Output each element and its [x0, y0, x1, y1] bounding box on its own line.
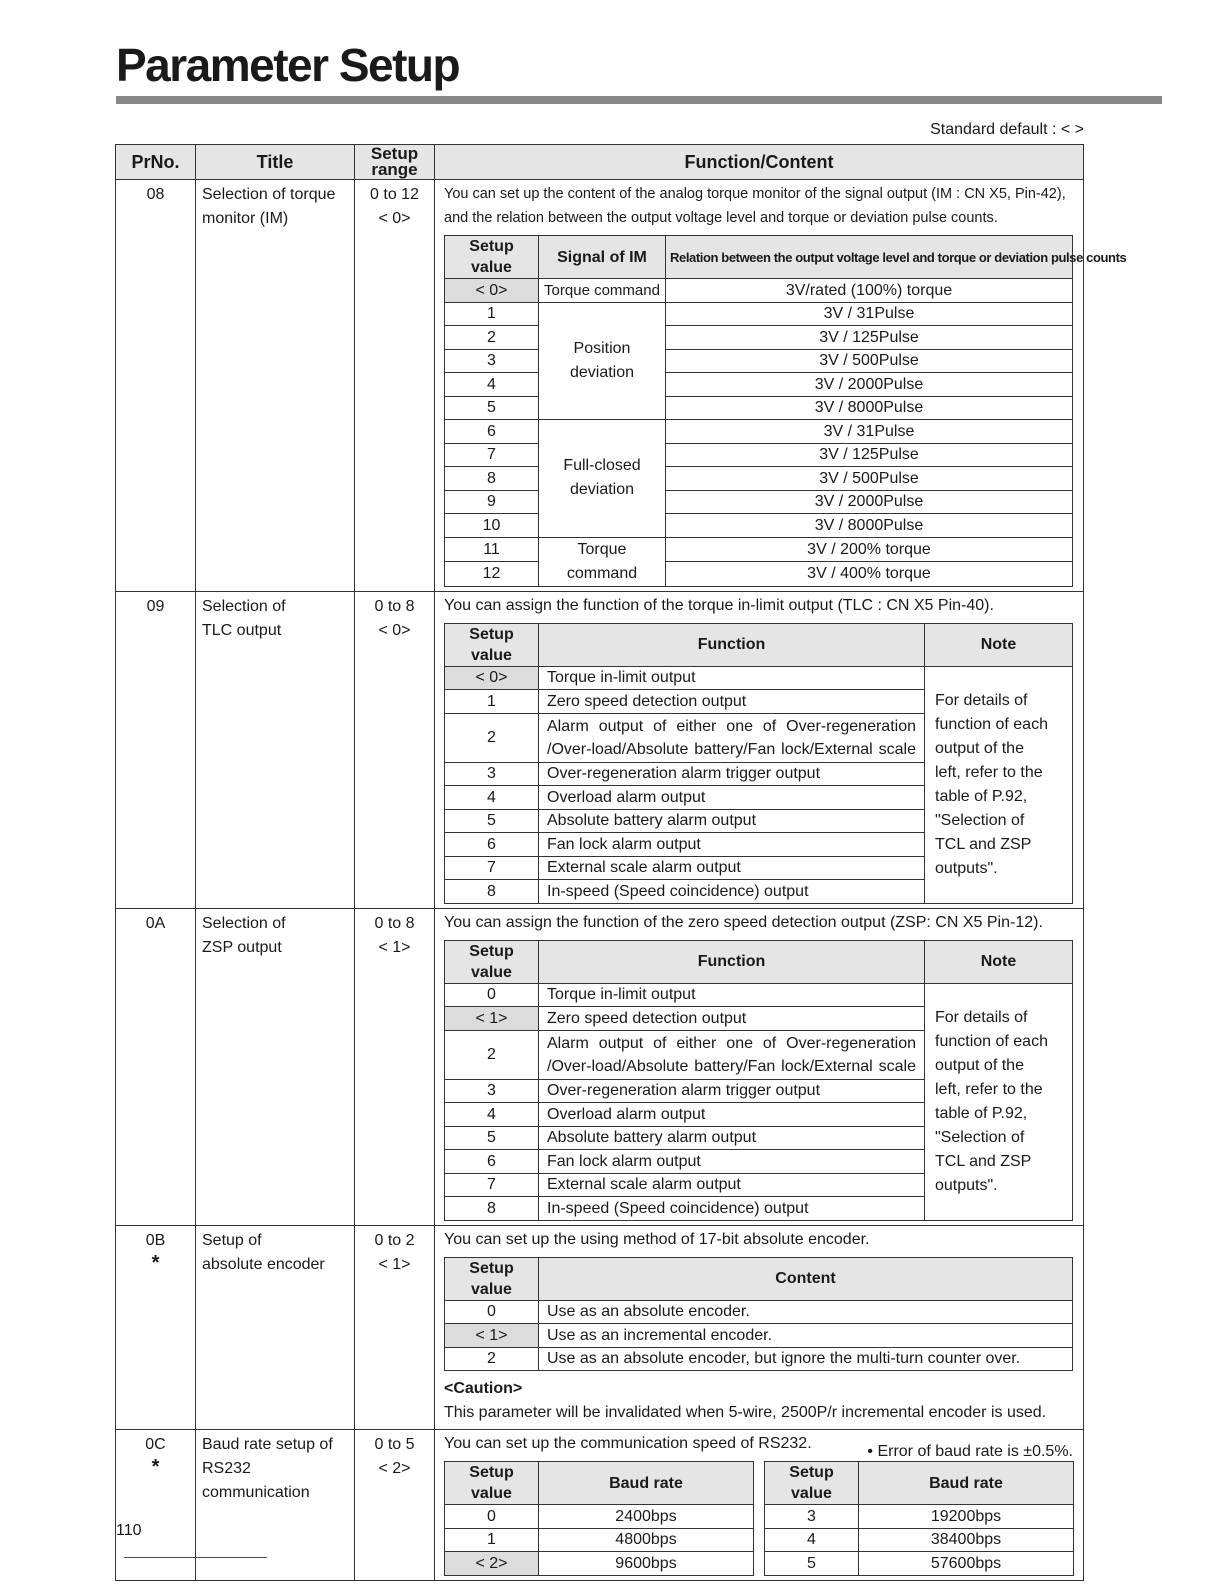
page-title: Parameter Setup — [116, 39, 460, 91]
table-row: 4 3V / 2000Pulse — [445, 373, 1073, 397]
note-09: For details of function of each output of the left, refer to the table of P.92, "Selection of TCL and ZSP outputs". — [925, 666, 1073, 903]
table-row: < 0> Torque command 3V/rated (100%) torque — [445, 279, 1073, 303]
prno-0A: 0A — [116, 908, 196, 1225]
table-row: 5 3V / 8000Pulse — [445, 396, 1073, 420]
title-0B: Setup of absolute encoder — [196, 1225, 355, 1430]
table-row: 5 Absolute battery alarm output — [445, 809, 1073, 833]
group-position-deviation: Position deviation — [539, 302, 666, 420]
table-row: < 1> Zero speed detection output — [445, 1007, 1073, 1031]
title-0A: Selection of ZSP output — [196, 908, 355, 1225]
table-row: 4 Overload alarm output — [445, 1103, 1073, 1127]
table-row: 7 External scale alarm output — [445, 856, 1073, 880]
im-header-signal: Signal of IM — [539, 236, 666, 279]
table-row: 2 Alarm output of either one of Over-regeneration /Over-load/Absolute battery/Fan lock/External scale — [445, 1030, 1073, 1079]
im-header-relation: Relation between the output voltage level and torque or deviation pulse counts — [666, 236, 1073, 279]
prno-08: 08 — [116, 180, 196, 592]
desc-0A: You can assign the function of the zero speed detection output (ZSP: CN X5 Pin-12). — [444, 913, 1043, 931]
table-row: 1 Position deviation 3V / 31Pulse — [445, 302, 1073, 326]
prno-0C: 0C * — [116, 1430, 196, 1581]
table-row: 1 Zero speed detection output — [445, 690, 1073, 714]
table-row: 12 3V / 400% torque — [445, 562, 1073, 587]
parameter-table-header — [116, 145, 1084, 180]
standard-default-note: Standard default : < > — [930, 121, 1084, 138]
range-0B: 0 to 2 < 1> — [355, 1225, 435, 1430]
col-range-header: Setup range — [355, 145, 435, 180]
group-fullclosed-deviation: Full-closed deviation — [539, 420, 666, 538]
baud-error-note: • Error of baud rate is ±0.5%. — [867, 1443, 1073, 1460]
table-row: 8 In-speed (Speed coincidence) output — [445, 1197, 1073, 1221]
im-header-setup: Setup value — [445, 236, 539, 279]
table-row: < 2> 9600bps — [445, 1552, 754, 1576]
param-row-0A — [116, 908, 1084, 1225]
zsp-table: Setup value Function Note 0 Torque in-limit output For details of function of each output of the left, refer to the table of P.92, "Selection of TCL and ZSP outputs". < 1> Zero speed detection output 2 Alarm output of either one of Over-regeneration /Over-load/Absolute battery/Fan lock/External scale 3 Over-regeneration alarm trigger output 4 Overload alarm output 5 Absolute battery alarm output 6 Fan lock alarm output 7 External scale alarm output 8 In-speed (Speed coincidence) output — [444, 940, 1073, 1221]
title-0C: Baud rate setup of RS232 communication — [196, 1430, 355, 1581]
table-row: 4 Overload alarm output — [445, 786, 1073, 810]
encoder-table: Setup value Content 0 Use as an absolute encoder. < 1> Use as an incremental encoder. 2 Use as an absolute encoder, but ignore the multi-turn counter over. — [444, 1257, 1073, 1372]
table-row: 2 Use as an absolute encoder, but ignore the multi-turn counter over. — [445, 1347, 1073, 1371]
content-0A — [435, 908, 1084, 1225]
table-row: 9 3V / 2000Pulse — [445, 490, 1073, 514]
title-08: Selection of torque monitor (IM) — [196, 180, 355, 592]
table-row: 3 Over-regeneration alarm trigger output — [445, 762, 1073, 786]
table-row: 3 19200bps — [765, 1505, 1074, 1529]
desc-0C: You can set up the communication speed of RS232. — [444, 1435, 812, 1452]
content-09 — [435, 591, 1084, 908]
caution-heading: <Caution> — [444, 1380, 523, 1397]
table-row: 6 Fan lock alarm output — [445, 833, 1073, 857]
table-row: 2 Alarm output of either one of Over-regeneration /Over-load/Absolute battery/Fan lock/External scale — [445, 713, 1073, 762]
baud-table-right: Setup value Baud rate 3 19200bps 4 38400bps 5 57600bps — [764, 1461, 1074, 1576]
table-row: 4 38400bps — [765, 1528, 1074, 1552]
baud-table-left: Setup value Baud rate 0 2400bps 1 4800bps < 2> 9600bps — [444, 1461, 754, 1576]
range-08: 0 to 12 < 0> — [355, 180, 435, 592]
content-0C — [435, 1430, 1084, 1581]
col-content-header: Function/Content — [435, 145, 1084, 180]
note-0A: For details of function of each output of the left, refer to the table of P.92, "Selection of TCL and ZSP outputs". — [925, 983, 1073, 1220]
table-row: 7 External scale alarm output — [445, 1173, 1073, 1197]
group-torque-command: Torque command — [539, 537, 666, 586]
range-0C: 0 to 5 < 2> — [355, 1430, 435, 1581]
param-row-08 — [116, 180, 1084, 592]
content-08 — [435, 180, 1127, 592]
range-09: 0 to 8 < 0> — [355, 591, 435, 908]
desc-0B: You can set up the using method of 17-bit absolute encoder. — [444, 1230, 870, 1248]
footer-link-line — [124, 1557, 267, 1558]
table-row: < 1> Use as an incremental encoder. — [445, 1324, 1073, 1348]
table-row: 3 3V / 500Pulse — [445, 349, 1073, 373]
title-rule — [116, 96, 1162, 104]
parameter-table — [115, 143, 1127, 1581]
table-row: 0 Torque in-limit output For details of function of each output of the left, refer to the table of P.92, "Selection of TCL and ZSP outputs". — [445, 983, 1073, 1007]
table-row: 0 Use as an absolute encoder. — [445, 1300, 1073, 1324]
range-0A: 0 to 8 < 1> — [355, 908, 435, 1225]
table-row: 1 4800bps — [445, 1528, 754, 1552]
param-row-09 — [116, 591, 1084, 908]
setup-asterisk: * — [151, 1251, 160, 1274]
prno-09: 09 — [116, 591, 196, 908]
content-0B — [435, 1225, 1084, 1430]
table-row: 10 3V / 8000Pulse — [445, 514, 1073, 538]
table-row: < 0> Torque in-limit output For details of function of each output of the left, refer to the table of P.92, "Selection of TCL and ZSP outputs". — [445, 666, 1073, 690]
col-title-header: Title — [196, 145, 355, 180]
col-prno-header: PrNo. — [116, 145, 196, 180]
table-row: 5 57600bps — [765, 1552, 1074, 1576]
im-table — [444, 235, 1127, 587]
tlc-table: Setup value Function Note < 0> Torque in-limit output For details of function of each output of the left, refer to the table of P.92, "Selection of TCL and ZSP outputs". 1 Zero speed detection output 2 Alarm output of either one of Over-regeneration /Over-load/Absolute battery/Fan lock/External scale 3 Over-regeneration alarm trigger output 4 Overload alarm output 5 Absolute battery alarm output 6 Fan lock alarm output 7 External scale alarm output 8 In-speed (Speed coincidence) output — [444, 623, 1073, 904]
page-number: 110 — [116, 1522, 142, 1539]
table-row: 0 2400bps — [445, 1505, 754, 1529]
desc-09: You can assign the function of the torque in-limit output (TLC : CN X5 Pin-40). — [444, 596, 994, 614]
caution-text: This parameter will be invalidated when 5-wire, 2500P/r incremental encoder is used. — [444, 1404, 1047, 1421]
table-row: 11 Torque command 3V / 200% torque — [445, 537, 1073, 562]
table-row: 5 Absolute battery alarm output — [445, 1126, 1073, 1150]
title-09: Selection of TLC output — [196, 591, 355, 908]
table-row: 3 Over-regeneration alarm trigger output — [445, 1079, 1073, 1103]
setup-asterisk: * — [151, 1456, 160, 1478]
table-row: 2 3V / 125Pulse — [445, 326, 1073, 350]
table-row: 7 3V / 125Pulse — [445, 443, 1073, 467]
table-row: 8 In-speed (Speed coincidence) output — [445, 880, 1073, 904]
table-row: 6 Fan lock alarm output — [445, 1150, 1073, 1174]
desc-08: You can set up the content of the analog torque monitor of the signal output (IM : CN X5, Pin-42), and the relation between the output voltage level and torque or deviation pulse counts. — [444, 186, 1066, 226]
table-row: 8 3V / 500Pulse — [445, 467, 1073, 491]
table-row: 6 Full-closed deviation 3V / 31Pulse — [445, 420, 1073, 444]
prno-0B: 0B * — [116, 1225, 196, 1430]
param-row-0B — [116, 1225, 1084, 1430]
